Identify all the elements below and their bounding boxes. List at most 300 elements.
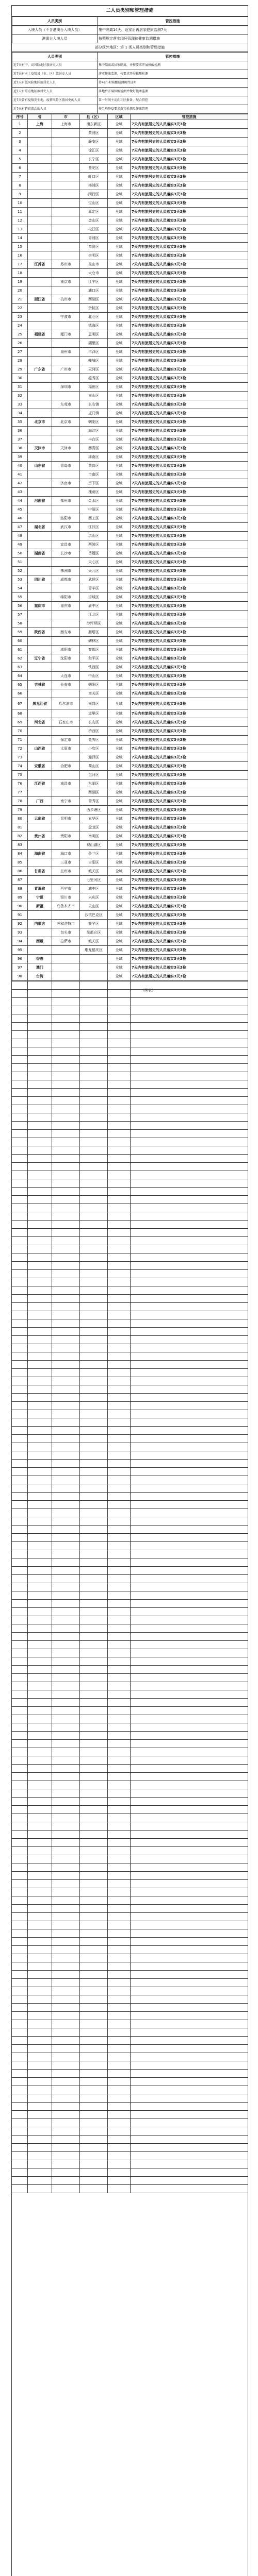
row-index: 10 — [12, 199, 28, 208]
row-measure: 7天内有旅居史的人员落实3天3检 — [131, 663, 248, 672]
row-county: 观山湖区 — [80, 841, 108, 850]
row-county: 浦东新区 — [80, 120, 108, 129]
row-area: 全域 — [108, 920, 131, 928]
row-city — [52, 788, 80, 797]
row-city — [52, 225, 80, 234]
row-city: 青岛市 — [52, 462, 80, 470]
row-measure: 7天内有旅居史的人员落实3天3检 — [131, 806, 248, 815]
row-measure: 7天内有旅居史的人员落实3天3检 — [131, 505, 248, 514]
classification-row — [12, 96, 248, 105]
region-row — [12, 505, 248, 514]
row-area: 全域 — [108, 129, 131, 138]
row-county: 武侯区 — [80, 575, 108, 584]
row-measure: 7天内有旅居史的人员落实3天3检 — [131, 155, 248, 164]
region-row — [12, 173, 248, 181]
row-measure: 7天内有旅居史的人员落实3天3检 — [131, 532, 248, 540]
row-measure: 7天内有旅居史的人员落实3天3检 — [131, 718, 248, 727]
row-area: 全域 — [108, 753, 131, 762]
row-county: 黄浦区 — [80, 129, 108, 138]
row-area: 全域 — [108, 190, 131, 199]
row-measure: 7天内有旅居史的人员落实3天3检 — [131, 736, 248, 744]
classification-measure: 按当地防疫要求落实检测及健康管理 — [98, 105, 248, 114]
row-city: 石家庄市 — [52, 718, 80, 727]
row-province: 天津市 — [28, 444, 52, 453]
row-county: 虹口区 — [80, 173, 108, 181]
row-province — [28, 788, 52, 797]
row-province: 安徽省 — [28, 762, 52, 771]
row-province: 吉林省 — [28, 681, 52, 689]
region-row — [12, 129, 248, 138]
region-row — [12, 479, 248, 488]
row-area: 全域 — [108, 858, 131, 867]
row-county: 南明区 — [80, 832, 108, 841]
row-city: 株洲市 — [52, 567, 80, 575]
row-area: 全域 — [108, 138, 131, 146]
row-index: 23 — [12, 313, 28, 321]
row-city: 太原市 — [52, 744, 80, 753]
row-province: 云南省 — [28, 815, 52, 823]
row-measure: 7天内有旅居史的人员落实3天3检 — [131, 339, 248, 348]
region-row — [12, 549, 248, 558]
province-header: 省 — [28, 114, 52, 120]
row-area: 全域 — [108, 234, 131, 243]
row-measure: 7天内有旅居史的人员落实3天3检 — [131, 365, 248, 374]
summary-category: 入境人员（不含港澳台入境人员） — [12, 26, 98, 35]
row-city — [52, 234, 80, 243]
row-area: 全域 — [108, 611, 131, 619]
classification-category: 近7天曾有疫情发生地，疫情风险区旅居史的人员 — [12, 96, 98, 105]
row-area: 全域 — [108, 225, 131, 234]
row-measure: 7天内有旅居史的人员落实3天3检 — [131, 199, 248, 208]
row-area: 全域 — [108, 727, 131, 736]
row-county: 桥西区 — [80, 727, 108, 736]
region-row — [12, 243, 248, 251]
region-row — [12, 850, 248, 858]
row-province: 广东省 — [28, 365, 52, 374]
row-city — [52, 146, 80, 155]
row-province — [28, 736, 52, 744]
row-measure: 7天内有旅居史的人员落实3天3检 — [131, 885, 248, 893]
row-county: 长安镇 — [80, 400, 108, 409]
region-row — [12, 736, 248, 744]
row-county: 黄岛区 — [80, 462, 108, 470]
region-row — [12, 575, 248, 584]
region-row — [12, 611, 248, 619]
row-province — [28, 225, 52, 234]
row-province: 黑龙江省 — [28, 698, 52, 709]
classification-category: 近7天有中、高风险地区旅居史人员 — [12, 61, 98, 70]
row-province — [28, 470, 52, 479]
continued-table-note: （续表） — [141, 988, 155, 992]
row-area: 全域 — [108, 876, 131, 885]
row-city — [52, 611, 80, 619]
classification-header-row — [12, 53, 248, 61]
region-row — [12, 339, 248, 348]
row-city: 拉萨市 — [52, 937, 80, 946]
row-measure: 7天内有旅居史的人员落实3天3检 — [131, 488, 248, 497]
region-row — [12, 885, 248, 893]
row-province: 辽宁省 — [28, 654, 52, 663]
row-county: 南山区 — [80, 392, 108, 400]
classification-measure: 持48小时核酸检测阴性证明 — [98, 79, 248, 88]
row-index: 80 — [12, 815, 28, 823]
row-measure: 7天内有旅居史的人员落实3天3检 — [131, 208, 248, 216]
row-area: 全域 — [108, 946, 131, 955]
row-province: 内蒙古 — [28, 920, 52, 928]
row-area: 全域 — [108, 628, 131, 637]
region-row — [12, 225, 248, 234]
row-city — [52, 409, 80, 418]
region-row — [12, 427, 248, 435]
row-province: 湖南省 — [28, 549, 52, 558]
row-county: 江宁区 — [80, 278, 108, 286]
row-index: 37 — [12, 435, 28, 444]
row-area: 全域 — [108, 867, 131, 876]
row-city: 南昌市 — [52, 779, 80, 788]
row-index: 50 — [12, 549, 28, 558]
region-row — [12, 365, 248, 374]
row-city: 大连市 — [52, 672, 80, 681]
row-index: 32 — [12, 392, 28, 400]
row-province — [28, 532, 52, 540]
row-index: 57 — [12, 611, 28, 619]
continued-table-area — [12, 981, 248, 2193]
region-row — [12, 689, 248, 698]
region-row — [12, 593, 248, 602]
region-row — [12, 744, 248, 753]
row-county: 太仓市 — [80, 269, 108, 278]
row-city — [52, 663, 80, 672]
row-area: 全域 — [108, 146, 131, 155]
row-city — [52, 876, 80, 885]
row-area: 全域 — [108, 972, 131, 981]
region-row — [12, 672, 248, 681]
row-province — [28, 514, 52, 523]
row-province — [28, 505, 52, 514]
summary-row — [12, 35, 248, 43]
row-area: 全域 — [108, 619, 131, 628]
region-row — [12, 453, 248, 462]
row-index: 77 — [12, 788, 28, 797]
row-measure: 7天内有旅居史的人员落实3天3检 — [131, 409, 248, 418]
row-province — [28, 427, 52, 435]
row-county: 中原区 — [80, 505, 108, 514]
row-province: 湖北省 — [28, 523, 52, 532]
row-measure: 7天内有旅居史的人员落实3天3检 — [131, 567, 248, 575]
row-city — [52, 532, 80, 540]
region-row — [12, 709, 248, 718]
row-measure: 7天内有旅居史的人员落实3天3检 — [131, 278, 248, 286]
region-row — [12, 963, 248, 972]
row-area: 全域 — [108, 937, 131, 946]
row-city — [52, 689, 80, 698]
row-area: 全域 — [108, 602, 131, 611]
row-city — [52, 138, 80, 146]
row-city: 贵阳市 — [52, 832, 80, 841]
row-index: 86 — [12, 867, 28, 876]
row-province — [28, 357, 52, 365]
measure-header: 管控措施 — [131, 114, 248, 120]
row-index: 83 — [12, 841, 28, 850]
row-area: 全域 — [108, 815, 131, 823]
row-index: 51 — [12, 558, 28, 567]
row-county: 福田区 — [80, 383, 108, 392]
row-city: 天津市 — [52, 444, 80, 453]
summary-category: 港澳台入境人员 — [12, 35, 98, 43]
classification-table — [12, 52, 248, 114]
row-index: 31 — [12, 383, 28, 392]
row-area: 全域 — [108, 260, 131, 269]
row-city — [52, 488, 80, 497]
row-measure: 7天内有旅居史的人员落实3天3检 — [131, 313, 248, 321]
row-area: 全域 — [108, 392, 131, 400]
region-row — [12, 164, 248, 173]
row-city — [52, 129, 80, 138]
row-area: 全域 — [108, 832, 131, 841]
row-province — [28, 540, 52, 549]
region-row — [12, 762, 248, 771]
region-row — [12, 602, 248, 611]
row-measure: 7天内有旅居史的人员落实3天3检 — [131, 709, 248, 718]
row-city: 西宁市 — [52, 885, 80, 893]
row-county: 朝阳区 — [80, 418, 108, 427]
row-county: 普陀区 — [80, 164, 108, 173]
row-city — [52, 505, 80, 514]
summary-measure: 管控措施 — [98, 17, 248, 26]
row-county: 迎泽区 — [80, 753, 108, 762]
row-county: 西青区 — [80, 444, 108, 453]
region-row — [12, 911, 248, 920]
classification-category: 人员类别 — [12, 53, 98, 61]
row-index: 54 — [12, 584, 28, 593]
area-header: 区域 — [108, 114, 131, 120]
row-area: 全域 — [108, 797, 131, 806]
row-county: 中山区 — [80, 672, 108, 681]
row-measure: 7天内有旅居史的人员落实3天3检 — [131, 946, 248, 955]
row-city: 重庆市 — [52, 602, 80, 611]
row-index: 6 — [12, 164, 28, 173]
row-city — [52, 357, 80, 365]
row-city: 南京市 — [52, 278, 80, 286]
row-index: 75 — [12, 771, 28, 779]
row-measure: 7天内有旅居史的人员落实3天3检 — [131, 243, 248, 251]
row-measure: 7天内有旅居史的人员落实3天3检 — [131, 672, 248, 681]
row-city: 咸阳市 — [52, 646, 80, 654]
row-index: 55 — [12, 593, 28, 602]
row-measure: 7天内有旅居史的人员落实3天3检 — [131, 357, 248, 365]
classification-row — [12, 61, 248, 70]
row-city: 苏州市 — [52, 260, 80, 269]
row-province — [28, 190, 52, 199]
region-row — [12, 208, 248, 216]
row-city: 呼和浩特市 — [52, 920, 80, 928]
row-index: 93 — [12, 928, 28, 937]
row-measure: 7天内有旅居史的人员落实3天3检 — [131, 225, 248, 234]
region-row — [12, 269, 248, 278]
row-county: 历下区 — [80, 479, 108, 488]
row-area: 全域 — [108, 164, 131, 173]
classification-measure: 落地后开展核酸检测并做好健康监测 — [98, 88, 248, 96]
row-province — [28, 374, 52, 383]
row-county: 小店区 — [80, 744, 108, 753]
row-county: 海淀区 — [80, 427, 108, 435]
row-measure: 7天内有旅居史的人员落实3天3检 — [131, 920, 248, 928]
row-measure: 7天内有旅居史的人员落实3天3检 — [131, 972, 248, 981]
row-area: 全域 — [108, 672, 131, 681]
row-county: 昆都仑区 — [80, 928, 108, 937]
row-index: 96 — [12, 955, 28, 963]
row-area: 全域 — [108, 681, 131, 689]
region-row — [12, 120, 248, 129]
summary-category: 人员类别 — [12, 17, 98, 26]
row-province — [28, 208, 52, 216]
row-city: 合肥市 — [52, 762, 80, 771]
row-city: 兰州市 — [52, 867, 80, 876]
row-city — [52, 637, 80, 646]
row-measure: 7天内有旅居史的人员落实3天3检 — [131, 173, 248, 181]
row-measure: 7天内有旅居史的人员落实3天3检 — [131, 392, 248, 400]
row-city — [52, 727, 80, 736]
row-county — [80, 963, 108, 972]
row-area: 全域 — [108, 173, 131, 181]
classification-row — [12, 70, 248, 79]
row-county: 渝中区 — [80, 602, 108, 611]
row-province: 海南省 — [28, 850, 52, 858]
row-index: 78 — [12, 797, 28, 806]
region-row — [12, 181, 248, 190]
region-row — [12, 972, 248, 981]
row-county: 西陵区 — [80, 540, 108, 549]
row-area: 全域 — [108, 409, 131, 418]
row-province — [28, 753, 52, 762]
row-city — [52, 216, 80, 225]
row-province — [28, 663, 52, 672]
row-area: 全域 — [108, 928, 131, 937]
row-city — [52, 963, 80, 972]
region-row — [12, 832, 248, 841]
row-index: 35 — [12, 418, 28, 427]
region-row — [12, 937, 248, 946]
row-area: 全域 — [108, 549, 131, 558]
row-county: 和平区 — [80, 654, 108, 663]
row-area: 全域 — [108, 339, 131, 348]
row-city: 南宁市 — [52, 797, 80, 806]
row-area: 全域 — [108, 199, 131, 208]
row-area: 全域 — [108, 771, 131, 779]
row-measure: 7天内有旅居史的人员落实3天3检 — [131, 374, 248, 383]
region-row — [12, 771, 248, 779]
row-measure: 7天内有旅居史的人员落实3天3检 — [131, 383, 248, 392]
row-index: 64 — [12, 672, 28, 681]
region-row — [12, 797, 248, 806]
row-province — [28, 558, 52, 567]
row-area: 全域 — [108, 278, 131, 286]
row-index: 61 — [12, 646, 28, 654]
row-county: 天山区 — [80, 902, 108, 911]
region-table-header — [12, 114, 248, 120]
row-city — [52, 251, 80, 260]
region-row — [12, 295, 248, 304]
row-measure: 7天内有旅居史的人员落实3天3检 — [131, 611, 248, 619]
row-measure: 7天内有旅居史的人员落实3天3检 — [131, 216, 248, 225]
row-measure: 7天内有旅居史的人员落实3天3检 — [131, 146, 248, 155]
region-row — [12, 584, 248, 593]
region-row — [12, 893, 248, 902]
row-province: 江西省 — [28, 779, 52, 788]
row-province — [28, 199, 52, 208]
row-county: 鲤城区 — [80, 357, 108, 365]
row-index: 1 — [12, 120, 28, 129]
row-county: 丰泽区 — [80, 348, 108, 357]
row-county: 徐汇区 — [80, 146, 108, 155]
row-province — [28, 173, 52, 181]
row-measure: 7天内有旅居史的人员落实3天3检 — [131, 654, 248, 663]
row-city: 郑州市 — [52, 497, 80, 505]
row-measure: 7天内有旅居史的人员落实3天3检 — [131, 575, 248, 584]
region-row — [12, 540, 248, 549]
row-measure: 7天内有旅居史的人员落实3天3检 — [131, 637, 248, 646]
city-header: 市 — [52, 114, 80, 120]
row-county: 吉阳区 — [80, 858, 108, 867]
region-row — [12, 444, 248, 453]
row-province: 广西 — [28, 797, 52, 806]
region-row — [12, 753, 248, 762]
row-city — [52, 321, 80, 330]
row-county: 城关区 — [80, 937, 108, 946]
row-index: 46 — [12, 514, 28, 523]
row-index: 21 — [12, 295, 28, 304]
row-index: 26 — [12, 339, 28, 348]
row-city: 哈尔滨市 — [52, 698, 80, 709]
row-city: 乌鲁木齐市 — [52, 902, 80, 911]
row-province — [28, 129, 52, 138]
row-province — [28, 409, 52, 418]
row-province: 北京市 — [28, 418, 52, 427]
row-county: 金水区 — [80, 497, 108, 505]
region-row — [12, 313, 248, 321]
row-index: 4 — [12, 146, 28, 155]
row-county: 赛罕区 — [80, 920, 108, 928]
row-province — [28, 928, 52, 937]
row-measure: 7天内有旅居史的人员落实3天3检 — [131, 295, 248, 304]
row-province — [28, 286, 52, 295]
row-province: 宁夏 — [28, 893, 52, 902]
region-row — [12, 532, 248, 540]
summary-table — [12, 16, 248, 43]
row-city — [52, 823, 80, 832]
row-county: 蜀山区 — [80, 762, 108, 771]
row-area: 全域 — [108, 841, 131, 850]
summary-measure: 按照规定落实闭环管理和健康监测措施 — [98, 35, 248, 43]
row-city — [52, 208, 80, 216]
row-area: 全域 — [108, 709, 131, 718]
row-province — [28, 806, 52, 815]
row-area: 全域 — [108, 885, 131, 893]
row-county: 松江区 — [80, 225, 108, 234]
row-area: 全域 — [108, 488, 131, 497]
classification-measure: 管控措施 — [98, 53, 248, 61]
row-county: 青浦区 — [80, 234, 108, 243]
region-row — [12, 348, 248, 357]
region-row — [12, 858, 248, 867]
row-county: 道里区 — [80, 709, 108, 718]
row-index: 49 — [12, 540, 28, 549]
row-measure: 7天内有旅居史的人员落实3天3检 — [131, 681, 248, 689]
row-area: 全域 — [108, 365, 131, 374]
summary-measure: 集中隔离14天，返家后再居家健康监测7天 — [98, 26, 248, 35]
row-county — [80, 955, 108, 963]
row-county: 南关区 — [80, 689, 108, 698]
